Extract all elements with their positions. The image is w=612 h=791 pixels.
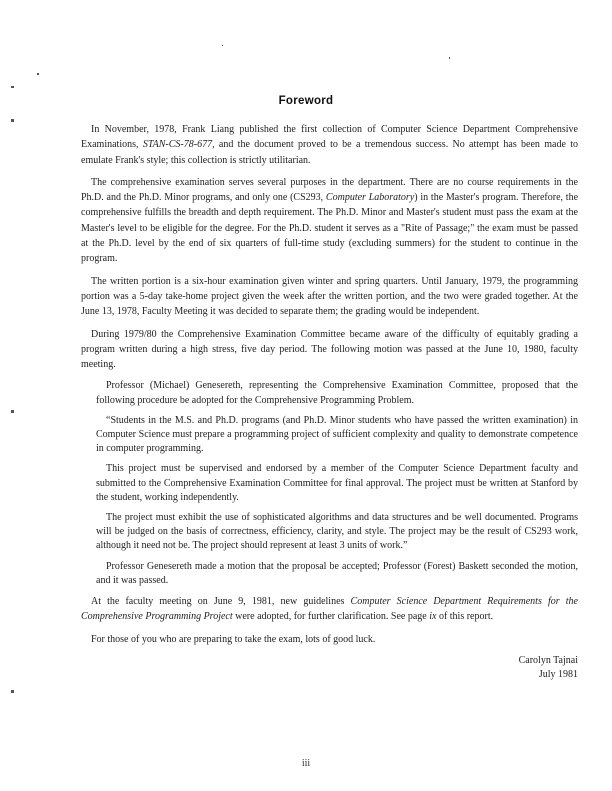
paragraph-text: In November, 1978, Frank Liang published the first collection of Computer Science Department Comprehensive Examinations,: [81, 124, 578, 151]
page-reference: ix: [429, 611, 437, 623]
scan-speck: [11, 690, 14, 693]
paragraph-6: For those of you who are preparing to take the exam, lots of good luck.: [91, 633, 376, 645]
foreword-body: [81, 122, 578, 682]
paragraph-1: [81, 122, 578, 168]
scan-speck: [222, 45, 223, 46]
signature-name: Carolyn Tajnai: [518, 654, 578, 666]
paragraph-text: , and the document proved to be a tremendous success. No attempt has been made to emulate Frank's style; this collection is strictly utilitarian.: [81, 139, 578, 166]
signature-date: July 1981: [538, 668, 578, 680]
page-number: iii: [301, 758, 311, 769]
motion-quote: [96, 379, 578, 588]
course-title: Computer Laboratory: [325, 192, 415, 204]
quote-paragraph-4: The project must exhibit the use of sophisticated algorithms and data structures and be well documented. Programs will be judged on the basis of correctness, efficiency, clarity, and style. The project may be the result of CS293 work, although it need not be. The project should represent at least 3 units of work.”: [96, 512, 578, 552]
paragraph-text: were adopted, for further clarification. See page: [232, 611, 430, 623]
paragraph-5: [81, 594, 578, 625]
scan-speck: [11, 86, 14, 88]
scan-speck: [37, 73, 39, 75]
scan-speck: [11, 410, 14, 413]
quote-paragraph-3: This project must be supervised and endorsed by a member of the Computer Science Department faculty and submitted to the Comprehensive Examination Committee for final approval. The project must be written at Stanford by the student, working independently.: [96, 463, 578, 503]
paragraph-text: of this report.: [436, 611, 494, 623]
paragraph-2: [81, 175, 578, 267]
quote-paragraph-1: Professor (Michael) Genesereth, representing the Comprehensive Examination Committee, proposed that the following procedure be adopted for the Comprehensive Programming Problem.: [96, 380, 578, 406]
quote-paragraph-5: Professor Genesereth made a motion that the proposal be accepted; Professor (Forest) Baskett seconded the motion, and it was passed.: [96, 560, 578, 586]
signature-block: [81, 654, 578, 682]
page-title: Foreword: [278, 95, 334, 107]
scan-speck: [11, 119, 14, 122]
quote-paragraph-2: “Students in the M.S. and Ph.D. programs (and Ph.D. Minor students who have passed the written examination) in Computer Science must prepare a programming project of sufficient complexity and quality to demonstrate competence in computer programming.: [96, 414, 578, 455]
report-reference: STAN-CS-78-677: [142, 139, 213, 151]
scan-speck: [449, 57, 450, 59]
paragraph-text: At the faculty meeting on June 9, 1981, new guidelines: [91, 596, 351, 608]
paragraph-text: The comprehensive examination serves several purposes in the department. There are no course requirements in the Ph.D. and the Ph.D. Minor programs, and only one (CS293,: [81, 176, 578, 204]
paragraph-3: The written portion is a six-hour examination given winter and spring quarters. Until January, 1979, the programming portion was a 5-day take-home project given the week after the written portion, and the two were graded together. At the June 13, 1978, Faculty Meeting it was decided to separate them; the grading would be independent.: [81, 275, 578, 318]
paragraph-4: During 1979/80 the Comprehensive Examination Committee became aware of the difficulty of equitably grading a program written during a high stress, five day period. The following motion was passed at the June 10, 1980, faculty meeting.: [81, 328, 578, 371]
guidelines-title: Computer Science Department Requirements for the Comprehensive Programming Project: [81, 596, 578, 623]
paragraph-text: ) in the Master's program. Therefore, the comprehensive fulfills the breadth and depth requirement. The Ph.D. Minor and Master's student must pass the exam at the Master's level to be eligible for the degree. For the Ph.D. student it serves as a "Rite of Passage;" the exam must be passed at the Ph.D. level by the end of six quarters of full-time study (excluding summers) for the student to continue in the program.: [81, 192, 579, 265]
